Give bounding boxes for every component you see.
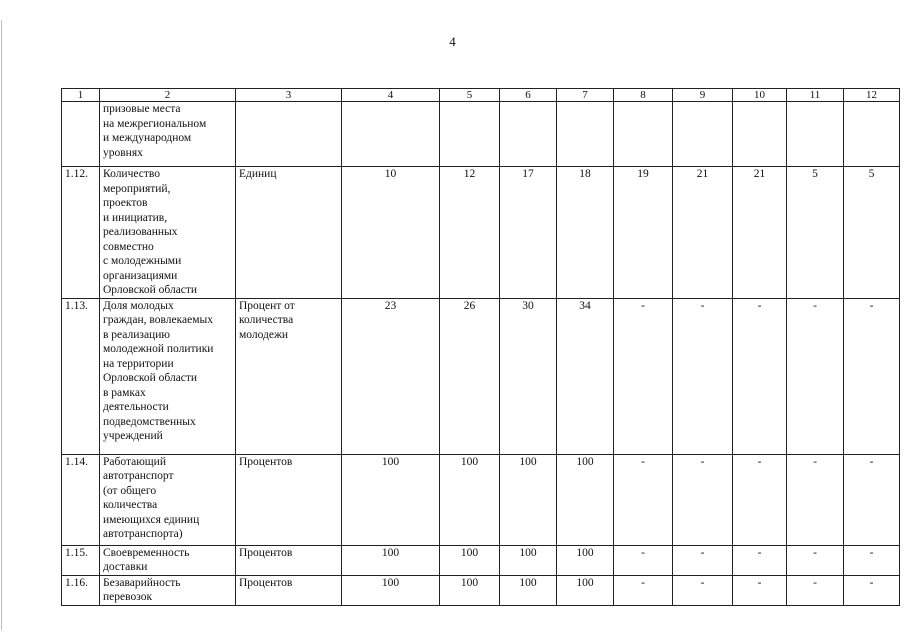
- value-cell-col-10: -: [733, 545, 787, 575]
- value-cell-col-4: 10: [342, 167, 440, 299]
- unit-cell: Процент от количества молодежи: [236, 298, 342, 454]
- table-row: [62, 454, 900, 545]
- value-cell-col-8: 19: [614, 167, 673, 299]
- value-cell-col-7: 100: [557, 575, 614, 605]
- header-col-2: 2: [100, 89, 236, 102]
- value-cell-col-5: 100: [440, 454, 500, 545]
- value-cell-col-4: 100: [342, 454, 440, 545]
- indicator-name-cell: Безаварийность перевозок: [100, 575, 236, 605]
- header-col-3: 3: [236, 89, 342, 102]
- header-col-12: 12: [844, 89, 900, 102]
- value-cell-col-11: -: [787, 298, 844, 454]
- header-col-4: 4: [342, 89, 440, 102]
- header-col-7: 7: [557, 89, 614, 102]
- row-index-cell: 1.12.: [62, 167, 100, 299]
- unit-cell: [236, 102, 342, 167]
- column-number-header: [62, 89, 900, 102]
- value-cell-col-7: 100: [557, 545, 614, 575]
- value-cell-col-4: 100: [342, 545, 440, 575]
- value-cell-col-11: -: [787, 545, 844, 575]
- header-col-8: 8: [614, 89, 673, 102]
- value-cell-col-8: -: [614, 575, 673, 605]
- value-cell-col-5: 26: [440, 298, 500, 454]
- value-cell-col-6: 17: [500, 167, 557, 299]
- value-cell-col-10: -: [733, 454, 787, 545]
- table-row: [62, 575, 900, 605]
- table-body: [62, 102, 900, 606]
- value-cell-col-9: -: [673, 298, 733, 454]
- table-row: [62, 298, 900, 454]
- value-cell-col-6: [500, 102, 557, 167]
- unit-cell: Процентов: [236, 454, 342, 545]
- value-cell-col-8: -: [614, 545, 673, 575]
- header-col-5: 5: [440, 89, 500, 102]
- value-cell-col-4: 100: [342, 575, 440, 605]
- value-cell-col-11: 5: [787, 167, 844, 299]
- indicator-name-cell: Количество мероприятий, проектов и инициатив, реализованных совместно с молодежными организациями Орловской области: [100, 167, 236, 299]
- unit-cell: Единиц: [236, 167, 342, 299]
- value-cell-col-6: 100: [500, 545, 557, 575]
- row-index-cell: [62, 102, 100, 167]
- value-cell-col-6: 100: [500, 575, 557, 605]
- value-cell-col-12: -: [844, 454, 900, 545]
- value-cell-col-9: [673, 102, 733, 167]
- value-cell-col-9: -: [673, 454, 733, 545]
- value-cell-col-9: 21: [673, 167, 733, 299]
- scan-edge-line: [1, 20, 2, 630]
- value-cell-col-8: -: [614, 298, 673, 454]
- value-cell-col-11: [787, 102, 844, 167]
- value-cell-col-6: 100: [500, 454, 557, 545]
- value-cell-col-6: 30: [500, 298, 557, 454]
- header-col-6: 6: [500, 89, 557, 102]
- indicator-name-cell: Своевременность доставки: [100, 545, 236, 575]
- value-cell-col-8: [614, 102, 673, 167]
- row-index-cell: 1.15.: [62, 545, 100, 575]
- value-cell-col-12: -: [844, 545, 900, 575]
- row-index-cell: 1.16.: [62, 575, 100, 605]
- value-cell-col-7: [557, 102, 614, 167]
- value-cell-col-12: 5: [844, 167, 900, 299]
- value-cell-col-10: [733, 102, 787, 167]
- table-row: [62, 167, 900, 299]
- value-cell-col-10: 21: [733, 167, 787, 299]
- row-index-cell: 1.13.: [62, 298, 100, 454]
- value-cell-col-5: 100: [440, 575, 500, 605]
- value-cell-col-7: 34: [557, 298, 614, 454]
- value-cell-col-10: -: [733, 575, 787, 605]
- indicators-table: [61, 88, 900, 606]
- value-cell-col-4: [342, 102, 440, 167]
- header-col-10: 10: [733, 89, 787, 102]
- header-col-9: 9: [673, 89, 733, 102]
- table-row: [62, 102, 900, 167]
- header-col-11: 11: [787, 89, 844, 102]
- unit-cell: Процентов: [236, 545, 342, 575]
- value-cell-col-9: -: [673, 575, 733, 605]
- value-cell-col-12: -: [844, 298, 900, 454]
- value-cell-col-12: [844, 102, 900, 167]
- value-cell-col-8: -: [614, 454, 673, 545]
- value-cell-col-7: 18: [557, 167, 614, 299]
- value-cell-col-7: 100: [557, 454, 614, 545]
- value-cell-col-5: [440, 102, 500, 167]
- value-cell-col-9: -: [673, 545, 733, 575]
- row-index-cell: 1.14.: [62, 454, 100, 545]
- value-cell-col-11: -: [787, 575, 844, 605]
- value-cell-col-5: 12: [440, 167, 500, 299]
- value-cell-col-12: -: [844, 575, 900, 605]
- table-row: [62, 545, 900, 575]
- value-cell-col-10: -: [733, 298, 787, 454]
- value-cell-col-5: 100: [440, 545, 500, 575]
- unit-cell: Процентов: [236, 575, 342, 605]
- header-col-1: 1: [62, 89, 100, 102]
- indicator-name-cell: призовые места на межрегиональном и международном уровнях: [100, 102, 236, 167]
- page-number: 4: [449, 34, 456, 49]
- indicator-name-cell: Доля молодых граждан, вовлекаемых в реализацию молодежной политики на территории Орловской области в рамках деятельности подведомственных учреждений: [100, 298, 236, 454]
- value-cell-col-4: 23: [342, 298, 440, 454]
- indicator-name-cell: Работающий автотранспорт (от общего количества имеющихся единиц автотранспорта): [100, 454, 236, 545]
- value-cell-col-11: -: [787, 454, 844, 545]
